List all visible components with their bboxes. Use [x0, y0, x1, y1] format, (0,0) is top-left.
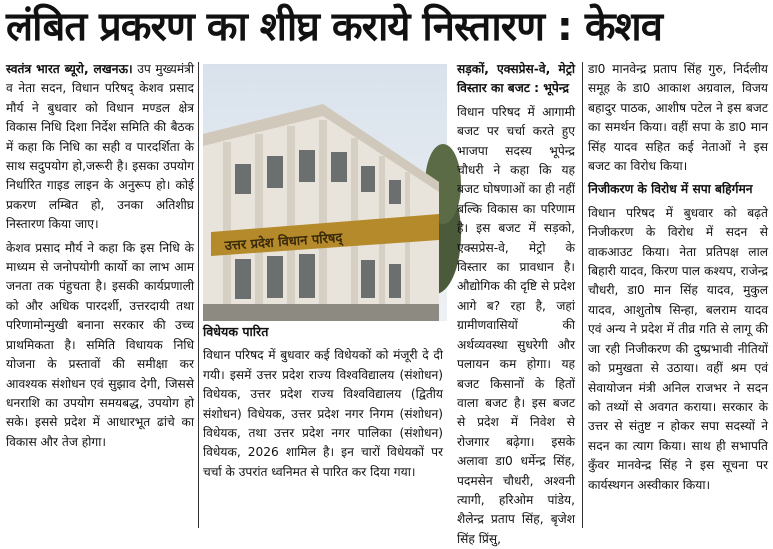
building-photo: [203, 64, 447, 321]
column-rule: [582, 62, 583, 528]
article-column-4: [588, 60, 768, 528]
article-paragraph-1: [6, 60, 194, 235]
headline: लंबित प्रकरण का शीघ्र कराये निस्तारण : केशव: [6, 4, 662, 50]
building-sign: उत्तर प्रदेश विधान परिषद्: [224, 230, 343, 254]
paragraph-text: उप मुख्यमंत्री व नेता सदन, विधान परिषद् केशव प्रसाद मौर्य ने बुधवार को विधान मण्डल क्षेत्र विकास निधि दिशा निर्देश समिति की बैठक में कहा कि निधि का सही व पारदर्शिता के साथ सदुपयोग हो,जरूरी है। इसका उपयोग निर्धारित गाइड लाइन के अनुरूप हो। कोई प्रकरण लम्बित हो, उनका अतिशीघ्र निस्तारण किया जाए।: [6, 62, 195, 232]
article-column-3: [457, 60, 576, 546]
building-illustration: [203, 64, 447, 321]
column-rule: [198, 62, 199, 528]
article-paragraph-2: केशव प्रसाद मौर्य ने कहा कि इस निधि के माध्यम से जनोपयोगी कार्यो का लाभ आम जनता तक पंहुचता है। इसकी कार्यप्रणाली को और अधिक पारदर्शी, उत्तरदायी तथा परिणामोन्मुखी बनाना सरकार की उच्च प्राथमिकता है। समिति विधायक निधि योजना के प्रस्तावों की समीक्षा कर आवश्यक संशोधन एवं सुझाव देगी, जिससे धनराशि का उपयोग समयबद्ध, उपयोग हो सके। इससे प्रदेश में आधारभूत ढांचे का विकास और तेज होगा।: [6, 240, 194, 449]
article-paragraph-5: विधान परिषद में बुधवार को बढ़ते निजीकरण के विरोध में सदन से वाकआउट किया। नेता प्रतिपक्ष लाल बिहारी यादव, किरण पाल कश्यप, राजेन्द्र चौधरी, डा0 मान सिंह यादव, मुकुल यादव, आशुतोष सिन्हा, बलराम यादव एवं अन्य ने प्रदेश में तीव्र गति से लागू की जा रही निजीकरण की दुष्प्रभावी नीतियों को प्रमुखता से उठाया। वहीं श्रम एवं सेवायोजन मंत्री अनिल राजभर ने सदन को तथ्यों से अवगत कराया। सरकार के उत्तर से संतुष्ट न होकर सपा सदस्यों ने सदन का त्याग किया। साथ ही सभापति कुँवर मानवेन्द्र सिंह ने इस सूचना पर कार्यस्थगन अस्वीकार किया।: [588, 205, 768, 492]
caption-text: विधान परिषद में बुधवार कई विधेयकों को मंजूरी दे दी गयी। इसमें उत्तर प्रदेश राज्य विश्वविद्यालय (संशोधन) विधेयक, उत्तर प्रदेश राज्य विश्वविद्यालय (द्वितीय संशोधन) विधेयक, उत्तर प्रदेश नगर निगम (संशोधन) विधेयक, तथा उत्तर प्रदेश नगर पालिका (संशोधन) विधेयक, 2026 शामिल है। इन चारों विधेयकों पर चर्चा के उपरांत ध्वनिमत से पारित कर दिया गया।: [203, 348, 443, 479]
article-paragraph-3: विधान परिषद में आगामी बजट पर चर्चा करते हुए भाजपा सदस्य भूपेन्द्र चौधरी ने कहा कि यह बजट घोषणाओं का ही नहीं बल्कि विकास का परिणाम है। इस बजट में सड़को, एक्सप्रेस-वे, मेट्रो के विस्तार का प्रावधान है। औद्योगिक की दृष्टि से प्रदेश आगे ब? रहा है, जहां ग्रामीणवासियों की अर्थव्यवस्था सुधरेगी और पलायन कम होगा। यह बजट किसानों के हितों वाला बजट है। इस बजट से प्रदेश में निवेश से रोजगार बढ़ेगा। इसके अलावा डा0 धर्मेन्द्र सिंह, पदमसेन चौधरी, अश्वनी त्यागी, हरिओम पांडेय, शैलेन्द्र प्रताप सिंह, बृजेश सिंह प्रिंसु,: [457, 104, 576, 546]
caption-block: [203, 322, 443, 528]
caption-title: विधेयक पारित: [203, 324, 269, 339]
article-column-1: [6, 60, 194, 528]
article-paragraph-4: डा0 मानवेन्द्र प्रताप सिंह गुरु, निर्दलीय समूह के डा0 आकाश अग्रवाल, विजय बहादुर पाठक, आशीष पटेल ने इस बजट का समर्थन किया। वहीं सपा के डा0 मान सिंह यादव सहित कई नेताओं ने इस बजट का विरोध किया।: [588, 62, 768, 174]
subheading-budget: सड़कों, एक्सप्रेस-वे, मेट्रो विस्तार का बजट : भूपेन्द्र: [457, 62, 575, 96]
subheading-privatisation: निजीकरण के विरोध में सपा बहिर्गमन: [588, 182, 753, 197]
dateline: स्वतंत्र भारत ब्यूरो, लखनऊ।: [6, 62, 133, 76]
